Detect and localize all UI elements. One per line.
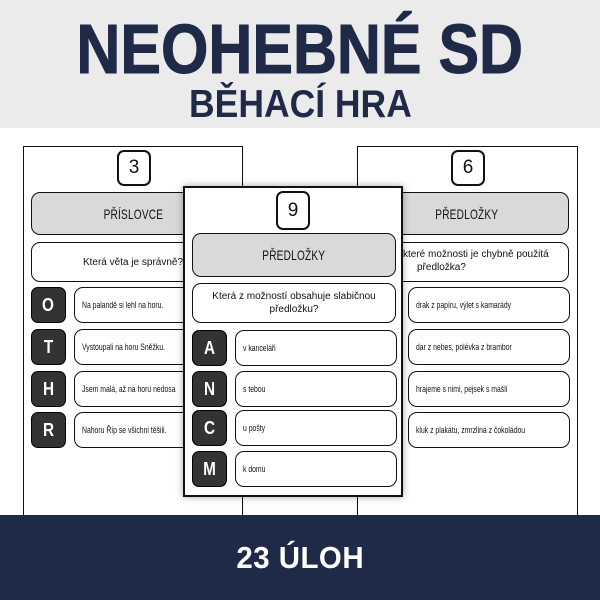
- main-title-text: NEOHEBNÉ SD: [76, 10, 524, 88]
- category-label: PŘEDLOŽKY: [435, 205, 499, 222]
- answer-letter: O: [42, 294, 55, 315]
- answer-option: [408, 329, 570, 365]
- answer-text: Na palandě si lehl na horu.: [82, 299, 164, 311]
- question-line-2: předložku?: [269, 304, 319, 315]
- answer-letter: N: [203, 378, 216, 399]
- answer-letter: H: [42, 378, 55, 399]
- answer-text: Vystoupali na horu Sněžku.: [82, 341, 166, 353]
- answer-option: [408, 287, 570, 323]
- answer-option: [235, 451, 397, 487]
- main-title: [0, 10, 600, 88]
- category-label: PŘEDLOŽKY: [262, 247, 326, 263]
- answer-text: drak z papíru, výlet s kamarády: [416, 299, 512, 311]
- answer-letter-tile: [31, 287, 66, 323]
- card-number: 9: [276, 191, 310, 230]
- answer-text: s tebou: [243, 383, 266, 395]
- category-label: PŘÍSLOVCE: [103, 205, 163, 222]
- answer-text: k domu: [243, 463, 266, 475]
- question-box: [192, 283, 396, 323]
- answer-text: dar z nebes, polévka z brambor: [416, 341, 512, 353]
- card-number: 6: [451, 150, 485, 186]
- task-count-banner: [0, 515, 600, 600]
- answer-text: kluk z plakátu, zmrzlina z čokoládou: [416, 424, 526, 436]
- answer-text: Jsem malá, až na horu nedosa: [82, 383, 176, 395]
- answer-text: v kanceláři: [243, 342, 276, 354]
- answer-letter-tile: [31, 412, 66, 448]
- answer-option: [235, 410, 397, 446]
- answer-letter: T: [43, 336, 54, 357]
- answer-letter: M: [203, 458, 216, 479]
- answer-option: [408, 371, 570, 407]
- answer-letter-tile: [31, 329, 66, 365]
- answer-option: [408, 412, 570, 448]
- answer-option: [235, 330, 397, 366]
- question-line-1: které možnosti je chybně použitá: [403, 249, 549, 260]
- question-line-2: předložka?: [417, 262, 466, 273]
- answer-text: Nahoru Říp se všichni těšili.: [82, 424, 167, 436]
- subtitle-text: BĚHACÍ HRA: [188, 83, 412, 126]
- answer-letter-tile: [192, 371, 227, 407]
- answer-letter-tile: [192, 410, 227, 446]
- task-card-front: [183, 186, 403, 497]
- answer-letter: R: [42, 419, 55, 440]
- answer-letter: C: [203, 417, 216, 438]
- answer-letter-tile: [31, 371, 66, 407]
- card-number: 3: [117, 150, 151, 186]
- answer-text: u pošty: [243, 422, 266, 434]
- answer-letter: A: [203, 337, 216, 358]
- answer-letter-tile: [192, 330, 227, 366]
- question-text: Která věta je správně?: [82, 256, 184, 268]
- answer-text: hrajeme s nimi, pejsek s mašlí: [416, 383, 508, 395]
- subtitle: [0, 85, 600, 124]
- question-line-1: Která z možností obsahuje slabičnou: [212, 291, 376, 302]
- answer-option: [235, 371, 397, 407]
- task-count-label: 23 ÚLOH: [236, 539, 364, 575]
- answer-letter-tile: [192, 451, 227, 487]
- category-header: [192, 233, 396, 277]
